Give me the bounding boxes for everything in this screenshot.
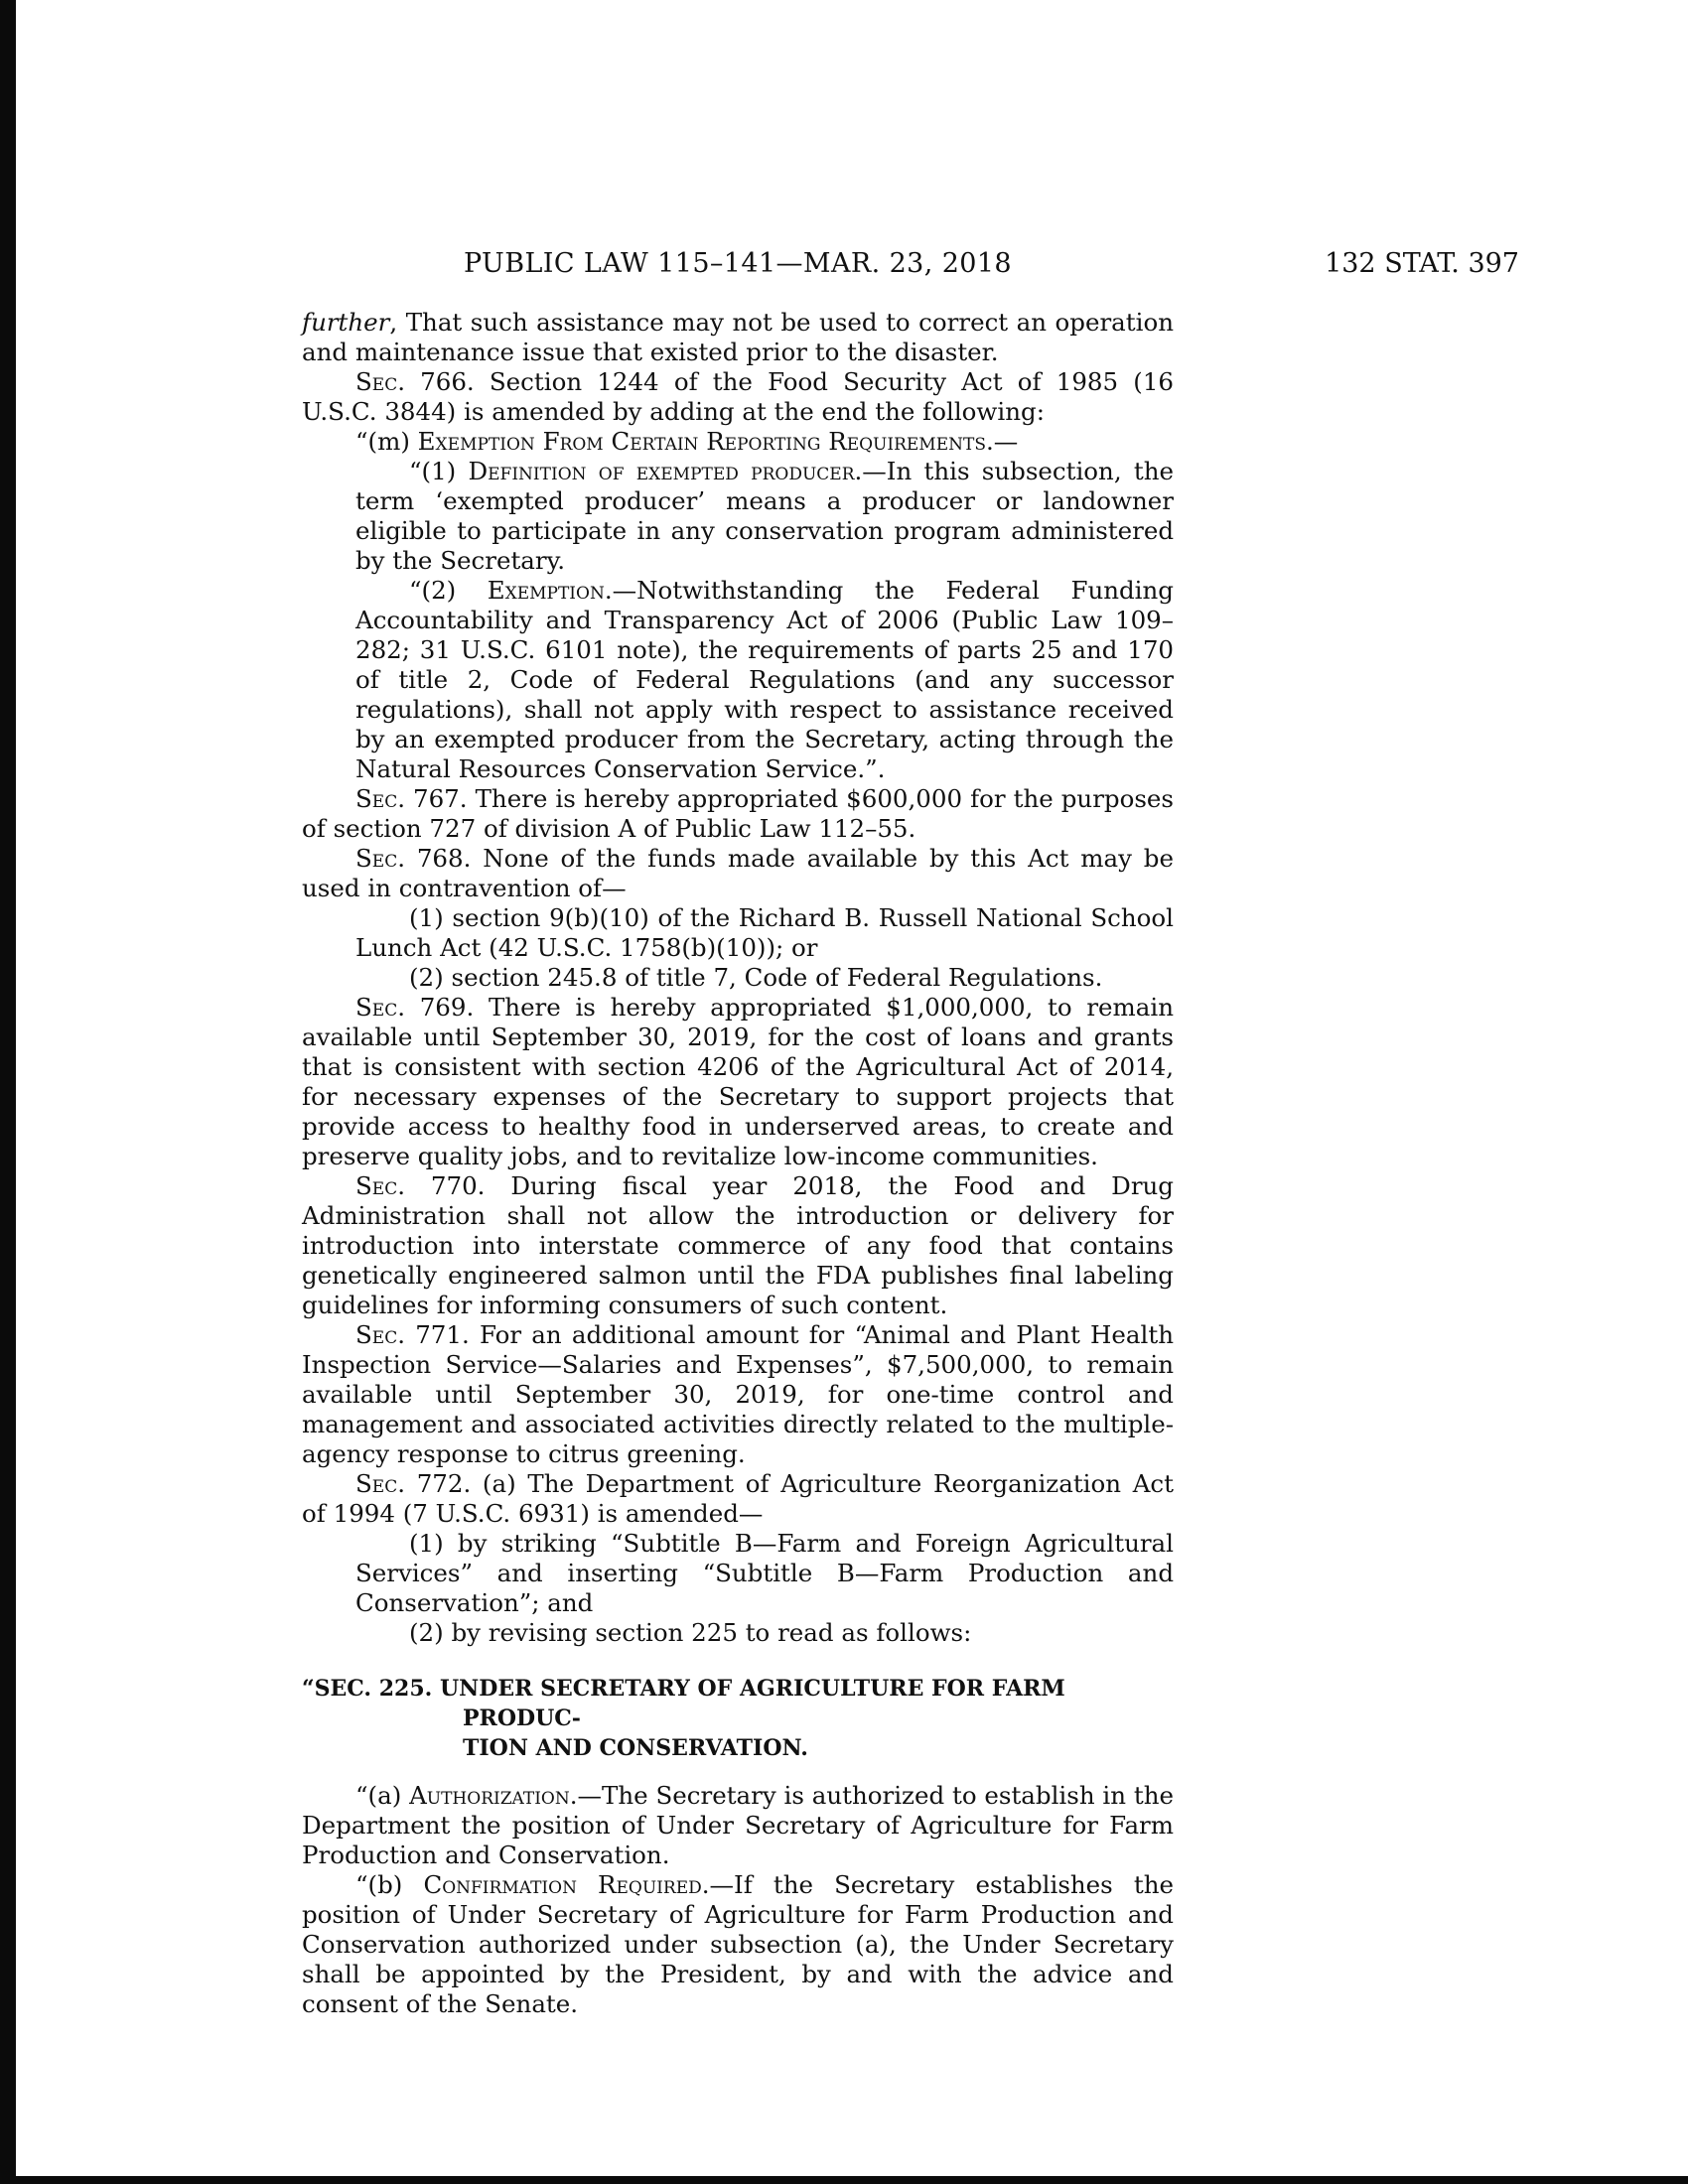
paragraph-sec-766 — [302, 367, 1174, 427]
scan-edge-artifact-left — [0, 0, 16, 2184]
paragraph-sec-768 — [302, 844, 1174, 903]
text-run: 768. None of the funds made available by this Act may be used in contravention of— — [302, 844, 1174, 902]
paragraph-772-2 — [355, 1618, 1174, 1648]
text-run: (2) section 245.8 of title 7, Code of Federal Regulations. — [409, 963, 1103, 992]
paragraph-m-1 — [355, 457, 1174, 576]
page-header-stat-number: 132 STAT. 397 — [1325, 248, 1519, 279]
paragraph-continuation — [302, 308, 1174, 367]
scan-edge-artifact-bottom — [0, 2176, 1688, 2184]
text-run: (2) by revising section 225 to read as follows: — [409, 1618, 972, 1647]
paragraph-768-2 — [355, 963, 1174, 993]
paragraph-sec-770 — [302, 1171, 1174, 1320]
text-run: .— — [985, 427, 1019, 456]
text-run: .—The Secretary is authorized to establish in the Department the position of Under Secretary of Agriculture for Farm Production and Conservation. — [302, 1781, 1174, 1869]
text-run: 766. Section 1244 of the Food Security Act of 1985 (16 U.S.C. 3844) is amended by adding at the end the following: — [302, 367, 1174, 426]
text-run: Sec. — [355, 1171, 405, 1200]
section-heading-225 — [302, 1674, 1174, 1763]
text-run: Confirmation Required — [423, 1870, 702, 1899]
text-run: Sec. — [355, 844, 405, 873]
text-run: 771. For an additional amount for “Animal and Plant Health Inspection Service—Salaries and Expenses”, $7,500,000, to remain available until September 30, 2019, for one-time control and management and associated activities directly related to the multiple-agency response to citrus greening. — [302, 1320, 1174, 1468]
text-run: .—If the Secretary establishes the position of Under Secretary of Agriculture for Farm Production and Conservation authorized under subsection (a), the Under Secretary shall be appointed by the President, by and with the advice and consent of the Senate. — [302, 1870, 1174, 2018]
paragraph-225-a — [302, 1781, 1174, 1870]
text-run: “(b) — [355, 1870, 424, 1899]
text-run: Exemption From Certain Reporting Requirements — [417, 427, 986, 456]
page-header-law-title: PUBLIC LAW 115–141—MAR. 23, 2018 — [463, 248, 1013, 279]
text-run: .—Notwithstanding the Federal Funding Accountability and Transparency Act of 2006 (Public Law 109–282; 31 U.S.C. 6101 note), the requirements of parts 25 and 170 of title 2, Code of Federal Regulations (and any successor regulations), shall not apply with respect to assistance received by an exempted producer from the Secretary, acting through the Natural Resources Conservation Service.”. — [355, 576, 1174, 783]
text-run: Sec. — [355, 1320, 405, 1349]
text-run: Authorization — [409, 1781, 570, 1810]
text-run: Sec. — [355, 784, 405, 813]
text-run: Exemption — [487, 576, 605, 605]
text-run: 770. During fiscal year 2018, the Food and Drug Administration shall not allow the introduction or delivery for introduction into interstate commerce of any food that contains genetically engineered salmon until the FDA publishes final labeling guidelines for informing consumers of such content. — [302, 1171, 1174, 1319]
text-run: Sec. — [355, 993, 405, 1022]
paragraph-772-1 — [355, 1529, 1174, 1618]
paragraph-768-1 — [355, 903, 1174, 963]
paragraph-sec-769 — [302, 993, 1174, 1171]
text-run: “(1) — [409, 457, 469, 485]
text-run: Definition of exempted producer — [468, 457, 855, 485]
text-run: 767. There is hereby appropriated $600,000 for the purposes of section 727 of division A of Public Law 112–55. — [302, 784, 1174, 843]
paragraph-sec-771 — [302, 1320, 1174, 1469]
text-run: TION AND CONSERVATION. — [463, 1735, 808, 1761]
paragraph-sec-772 — [302, 1469, 1174, 1529]
text-run: 769. There is hereby appropriated $1,000,000, to remain available until September 30, 2019, for the cost of loans and grants that is consistent with section 4206 of the Agricultural Act of 2014, for necessary expenses of the Secretary to support projects that provide access to healthy food in underserved areas, to create and preserve quality jobs, and to revitalize low-income communities. — [302, 993, 1174, 1170]
text-run: 772. (a) The Department of Agriculture Reorganization Act of 1994 (7 U.S.C. 6931) is amended— — [302, 1469, 1174, 1528]
text-run: “(m) — [355, 427, 418, 456]
text-run: further — [302, 308, 390, 337]
text-run: Sec. — [355, 1469, 405, 1498]
paragraph-subsection-m — [302, 427, 1174, 457]
text-run: (1) section 9(b)(10) of the Richard B. Russell National School Lunch Act (42 U.S.C. 1758(b)(10)); or — [355, 903, 1174, 962]
text-run: (1) by striking “Subtitle B—Farm and Foreign Agricultural Services” and inserting “Subtitle B—Farm Production and Conservation”; and — [355, 1529, 1174, 1617]
paragraph-sec-767 — [302, 784, 1174, 844]
document-body — [302, 308, 1174, 2019]
text-run: “SEC. 225. UNDER SECRETARY OF AGRICULTURE FOR FARM PRODUC- — [302, 1676, 1065, 1731]
text-run: Sec. — [355, 367, 405, 396]
text-run: “(a) — [355, 1781, 410, 1810]
text-run: .—In this subsection, the term ‘exempted producer’ means a producer or landowner eligible to participate in any conservation program administered by the Secretary. — [355, 457, 1174, 575]
paragraph-m-2 — [355, 576, 1174, 784]
paragraph-225-b — [302, 1870, 1174, 2019]
text-run: , That such assistance may not be used to correct an operation and maintenance issue that existed prior to the disaster. — [302, 308, 1174, 366]
text-run: “(2) — [409, 576, 488, 605]
